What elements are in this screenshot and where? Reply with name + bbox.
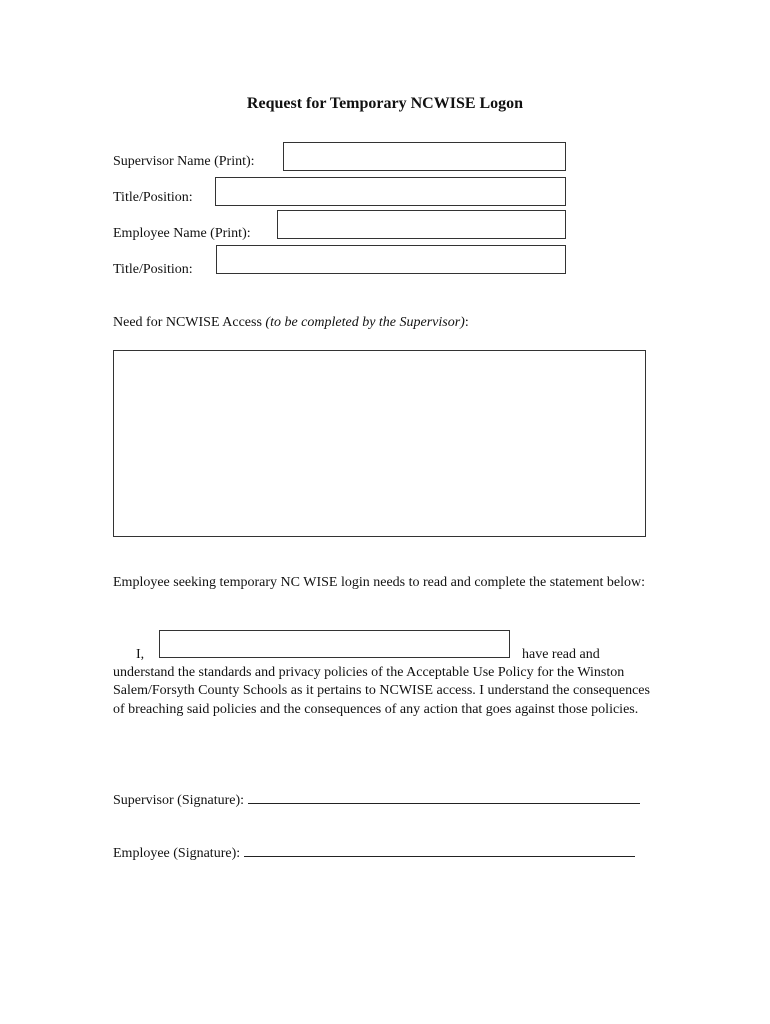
need-access-label: [113, 315, 469, 331]
statement-name-input[interactable]: [159, 630, 510, 658]
employee-signature-row: [113, 842, 635, 862]
need-access-label-text: Need for NCWISE Access: [113, 315, 266, 330]
employee-name-label: Employee Name (Print):: [113, 226, 251, 241]
employee-signature-label: Employee (Signature):: [113, 846, 241, 861]
supervisor-name-input[interactable]: [283, 142, 566, 171]
supervisor-title-input[interactable]: [215, 177, 566, 206]
statement-intro: Employee seeking temporary NC WISE login needs to read and complete the statement below:: [113, 575, 645, 590]
employee-signature-line[interactable]: [244, 842, 635, 857]
statement-suffix: have read and: [522, 647, 600, 662]
employee-name-input[interactable]: [277, 210, 566, 239]
employee-title-input[interactable]: [216, 245, 566, 274]
need-access-textarea[interactable]: [113, 350, 646, 537]
supervisor-name-label: Supervisor Name (Print):: [113, 154, 255, 169]
form-title: Request for Temporary NCWISE Logon: [246, 95, 524, 112]
supervisor-title-label: Title/Position:: [113, 190, 193, 205]
employee-title-label: Title/Position:: [113, 262, 193, 277]
supervisor-signature-label: Supervisor (Signature):: [113, 793, 245, 808]
statement-body: understand the standards and privacy policies of the Acceptable Use Policy for the Winston Salem/Forsyth County Schools as it pertains to NCWISE access. I understand the consequences of breaching said policies and the consequences of any action that goes against those policies.: [113, 665, 650, 717]
supervisor-signature-row: [113, 789, 640, 809]
statement-prefix: I,: [136, 647, 145, 662]
need-access-label-suffix: :: [464, 315, 469, 330]
need-access-label-note: (to be completed by the Supervisor): [265, 315, 465, 330]
supervisor-signature-line[interactable]: [248, 789, 640, 804]
